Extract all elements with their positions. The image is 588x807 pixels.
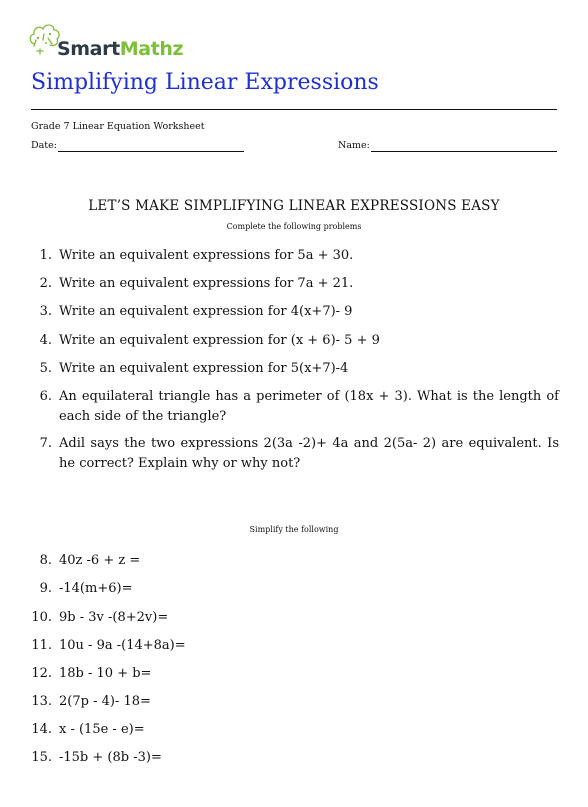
- problem-number: 4.: [39, 333, 52, 348]
- section2-instruction: Simplify the following: [249, 525, 339, 534]
- problem-text: 9b - 3v -(8+2v)=: [59, 610, 169, 625]
- problem-text: Write an equivalent expression for 5(x+7)-4: [59, 361, 349, 376]
- problem-number: 7.: [39, 436, 52, 451]
- problem-number: 8.: [39, 553, 52, 568]
- date-label: Date:: [31, 140, 57, 151]
- logo-smart: Smart: [57, 38, 120, 60]
- logo: [28, 18, 188, 66]
- section-heading: LET’S MAKE SIMPLIFYING LINEAR EXPRESSIONS EASY: [88, 198, 500, 214]
- worksheet-subtitle: Grade 7 Linear Equation Worksheet: [31, 121, 205, 132]
- problem-number: 11.: [31, 638, 52, 653]
- problem-number: 10.: [31, 610, 52, 625]
- problem-number: 13.: [31, 694, 52, 709]
- section1-instruction: Complete the following problems: [226, 222, 362, 231]
- problem-text: -15b + (8b -3)=: [59, 750, 162, 765]
- problem-number: 15.: [31, 750, 52, 765]
- problem-text: Write an equivalent expression for (x + 6)- 5 + 9: [59, 333, 380, 348]
- problem-number: 12.: [31, 666, 52, 681]
- problem-text: 40z -6 + z =: [59, 553, 141, 568]
- problem-text: 10u - 9a -(14+8a)=: [59, 638, 186, 653]
- logo-text: [57, 39, 183, 59]
- problem-text: 18b - 10 + b=: [59, 666, 152, 681]
- problem-number: 3.: [39, 304, 52, 319]
- problem-number: 1.: [39, 248, 52, 263]
- page-title: Simplifying Linear Expressions: [31, 70, 379, 95]
- problem-number: 2.: [39, 276, 52, 291]
- problem-number: 9.: [39, 581, 52, 596]
- name-blank-line[interactable]: [371, 141, 557, 152]
- problem-number: 5.: [39, 361, 52, 376]
- logo-mathz: Mathz: [119, 38, 184, 60]
- problem-text: An equilateral triangle has a perimeter of (18x + 3). What is the length of each side of the triangle?: [59, 389, 559, 424]
- problem-text: -14(m+6)=: [59, 581, 133, 596]
- date-blank-line[interactable]: [58, 141, 244, 152]
- problem-number: 6.: [39, 389, 52, 404]
- problem-text: Adil says the two expressions 2(3a -2)+ 4a and 2(5a- 2) are equivalent. Is he correct? Explain why or why not?: [59, 436, 559, 471]
- problem-text: Write an equivalent expression for 4(x+7)- 9: [59, 304, 353, 319]
- problem-text: Write an equivalent expressions for 7a + 21.: [59, 276, 354, 291]
- problem-text: x - (15e - e)=: [59, 722, 145, 737]
- name-field[interactable]: [338, 140, 557, 152]
- problem-text: 2(7p - 4)- 18=: [59, 694, 151, 709]
- date-field[interactable]: [31, 140, 244, 152]
- title-divider: [31, 109, 557, 110]
- name-label: Name:: [338, 140, 370, 151]
- problem-number: 14.: [31, 722, 52, 737]
- problem-text: Write an equivalent expressions for 5a + 30.: [59, 248, 354, 263]
